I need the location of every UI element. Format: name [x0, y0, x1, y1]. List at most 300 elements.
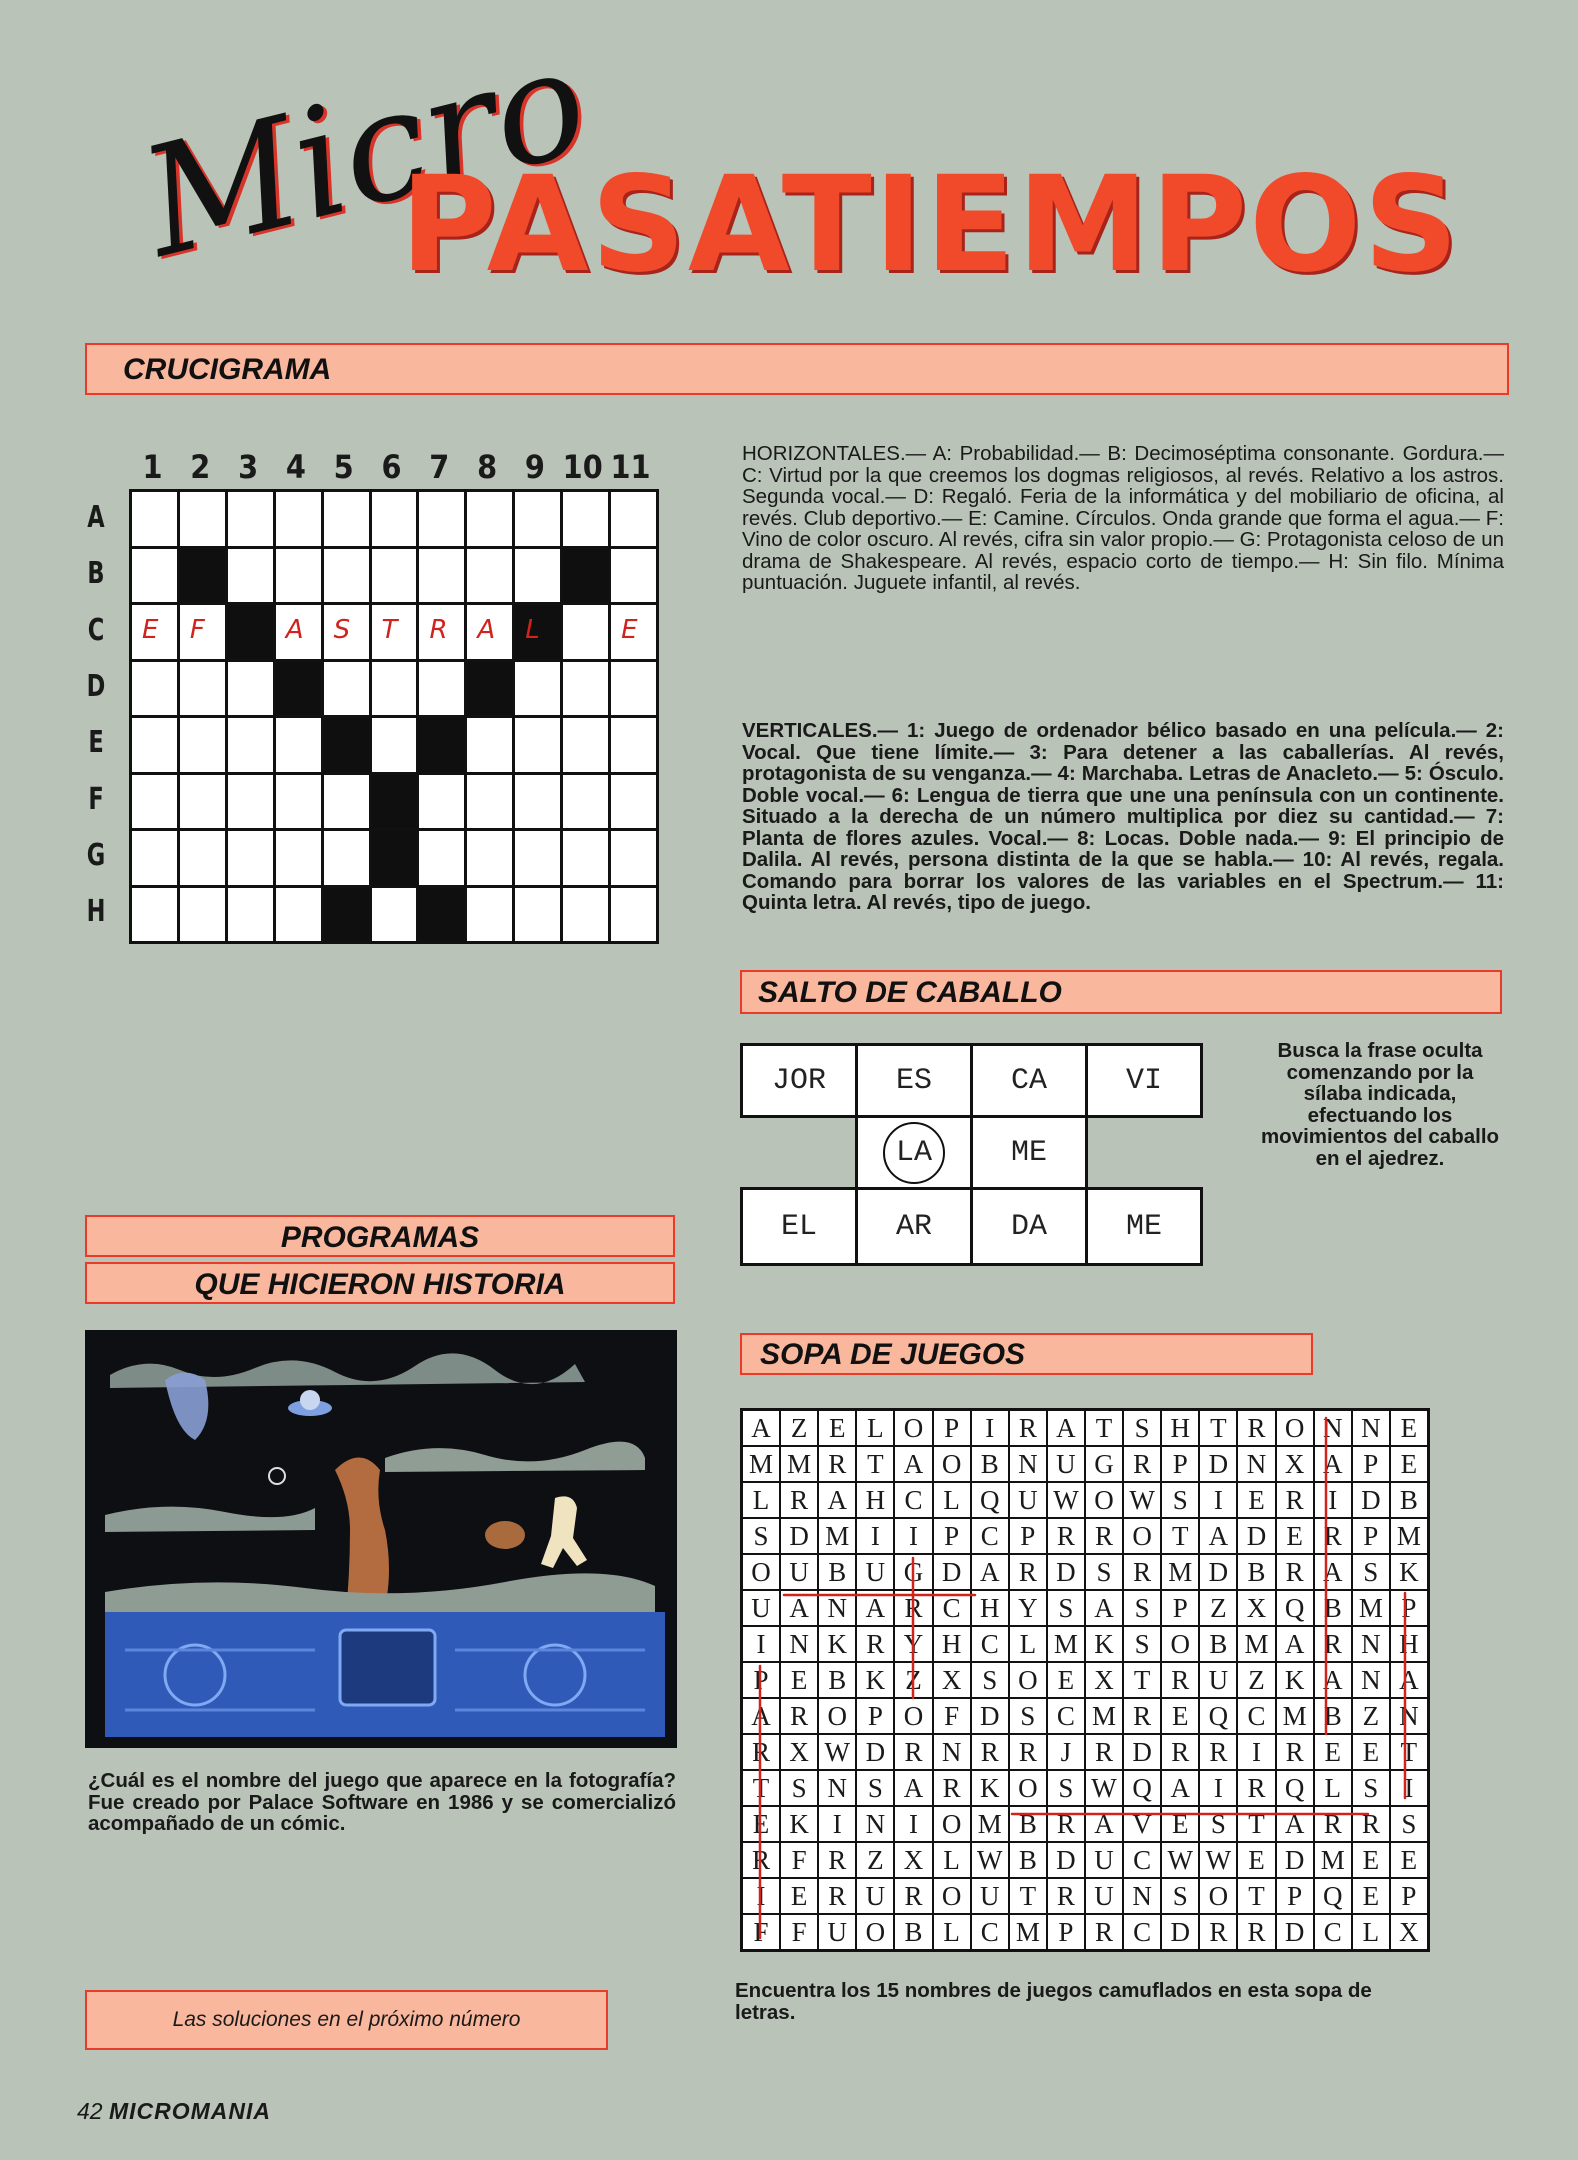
crossword-cell[interactable]	[611, 888, 656, 942]
word-search-letter[interactable]: P	[1048, 1915, 1084, 1949]
word-search-letter[interactable]: E	[781, 1879, 817, 1913]
word-search-letter[interactable]: W	[1086, 1771, 1122, 1805]
word-search-letter[interactable]: R	[1315, 1627, 1351, 1661]
word-search-letter[interactable]: A	[819, 1483, 855, 1517]
word-search-letter[interactable]: U	[1010, 1483, 1046, 1517]
word-search-letter[interactable]: C	[1048, 1699, 1084, 1733]
word-search-letter[interactable]: A	[743, 1699, 779, 1733]
word-search-letter[interactable]: D	[1048, 1555, 1084, 1589]
word-search-letter[interactable]: W	[1124, 1483, 1160, 1517]
word-search-letter[interactable]: R	[1315, 1807, 1351, 1841]
word-search-letter[interactable]: C	[972, 1519, 1008, 1553]
crossword-cell[interactable]	[515, 775, 560, 829]
word-search-letter[interactable]: U	[1200, 1663, 1236, 1697]
crossword-cell[interactable]	[228, 888, 273, 942]
crossword-cell[interactable]	[132, 888, 177, 942]
word-search-letter[interactable]: T	[1086, 1411, 1122, 1445]
word-search-letter[interactable]: R	[1162, 1735, 1198, 1769]
word-search-letter[interactable]: C	[972, 1915, 1008, 1949]
crossword-cell[interactable]	[276, 888, 321, 942]
crossword-cell[interactable]	[372, 888, 417, 942]
word-search-letter[interactable]: T	[743, 1771, 779, 1805]
word-search-letter[interactable]: T	[1238, 1807, 1274, 1841]
crossword-cell[interactable]	[515, 718, 560, 772]
word-search-letter[interactable]: I	[743, 1879, 779, 1913]
word-search-letter[interactable]: R	[1277, 1483, 1313, 1517]
crossword-cell[interactable]	[132, 605, 177, 659]
crossword-cell[interactable]	[611, 831, 656, 885]
word-search-letter[interactable]: A	[895, 1771, 931, 1805]
word-search-letter[interactable]: C	[895, 1483, 931, 1517]
word-search-letter[interactable]: C	[934, 1591, 970, 1625]
word-search-letter[interactable]: W	[1162, 1843, 1198, 1877]
word-search-letter[interactable]: M	[1238, 1627, 1274, 1661]
word-search-letter[interactable]: R	[1048, 1879, 1084, 1913]
word-search-letter[interactable]: P	[1353, 1519, 1389, 1553]
word-search-letter[interactable]: O	[1010, 1771, 1046, 1805]
crossword-cell[interactable]	[324, 775, 369, 829]
word-search-letter[interactable]: B	[1010, 1807, 1046, 1841]
word-search-letter[interactable]: T	[857, 1447, 893, 1481]
word-search-letter[interactable]: E	[1353, 1735, 1389, 1769]
word-search-letter[interactable]: A	[1277, 1627, 1313, 1661]
word-search-letter[interactable]: B	[1315, 1591, 1351, 1625]
word-search-letter[interactable]: C	[1124, 1915, 1160, 1949]
crossword-cell[interactable]	[324, 662, 369, 716]
word-search-letter[interactable]: E	[1315, 1735, 1351, 1769]
word-search-letter[interactable]: F	[781, 1843, 817, 1877]
word-search-letter[interactable]: R	[972, 1735, 1008, 1769]
crossword-cell[interactable]	[276, 718, 321, 772]
word-search-letter[interactable]: U	[819, 1915, 855, 1949]
crossword-cell[interactable]	[563, 605, 608, 659]
word-search-letter[interactable]: Q	[972, 1483, 1008, 1517]
word-search-letter[interactable]: R	[1315, 1519, 1351, 1553]
word-search-letter[interactable]: S	[1086, 1555, 1122, 1589]
crossword-cell[interactable]	[419, 605, 464, 659]
word-search-letter[interactable]: Q	[1277, 1771, 1313, 1805]
word-search-letter[interactable]: I	[819, 1807, 855, 1841]
word-search-letter[interactable]: A	[1391, 1663, 1427, 1697]
word-search-letter[interactable]: U	[743, 1591, 779, 1625]
word-search-letter[interactable]: M	[743, 1447, 779, 1481]
word-search-letter[interactable]: H	[934, 1627, 970, 1661]
word-search-letter[interactable]: D	[1238, 1519, 1274, 1553]
crossword-cell[interactable]	[180, 605, 225, 659]
word-search-letter[interactable]: Z	[1200, 1591, 1236, 1625]
word-search-letter[interactable]: Z	[781, 1411, 817, 1445]
word-search-letter[interactable]: X	[1238, 1591, 1274, 1625]
word-search-letter[interactable]: S	[781, 1771, 817, 1805]
word-search-letter[interactable]: S	[1200, 1807, 1236, 1841]
word-search-letter[interactable]: E	[1391, 1447, 1427, 1481]
crossword-cell[interactable]	[563, 718, 608, 772]
word-search-letter[interactable]: O	[1162, 1627, 1198, 1661]
crossword-cell[interactable]	[372, 662, 417, 716]
word-search-letter[interactable]: E	[1162, 1807, 1198, 1841]
crossword-cell[interactable]	[180, 831, 225, 885]
word-search-letter[interactable]: K	[857, 1663, 893, 1697]
crossword-cell[interactable]	[563, 492, 608, 546]
word-search-letter[interactable]: R	[1086, 1915, 1122, 1949]
word-search-letter[interactable]: D	[1124, 1735, 1160, 1769]
word-search-letter[interactable]: R	[1124, 1699, 1160, 1733]
crossword-cell[interactable]	[515, 888, 560, 942]
word-search-letter[interactable]: R	[1200, 1735, 1236, 1769]
word-search-letter[interactable]: M	[1048, 1627, 1084, 1661]
word-search-letter[interactable]: B	[819, 1555, 855, 1589]
word-search-letter[interactable]: I	[1315, 1483, 1351, 1517]
word-search-letter[interactable]: P	[934, 1519, 970, 1553]
word-search-letter[interactable]: M	[819, 1519, 855, 1553]
crossword-cell[interactable]	[419, 492, 464, 546]
word-search-letter[interactable]: S	[1162, 1879, 1198, 1913]
word-search-letter[interactable]: Q	[1277, 1591, 1313, 1625]
crossword-cell[interactable]	[228, 549, 273, 603]
word-search-letter[interactable]: U	[1048, 1447, 1084, 1481]
crossword-cell[interactable]	[467, 492, 512, 546]
word-search-letter[interactable]: A	[1048, 1411, 1084, 1445]
word-search-letter[interactable]: N	[781, 1627, 817, 1661]
word-search-letter[interactable]: K	[1391, 1555, 1427, 1589]
word-search-letter[interactable]: A	[1200, 1519, 1236, 1553]
word-search-letter[interactable]: B	[972, 1447, 1008, 1481]
word-search-letter[interactable]: B	[1315, 1699, 1351, 1733]
word-search-letter[interactable]: H	[1391, 1627, 1427, 1661]
crossword-cell[interactable]	[515, 831, 560, 885]
word-search-letter[interactable]: E	[819, 1411, 855, 1445]
crossword-cell[interactable]	[467, 831, 512, 885]
crossword-cell[interactable]	[372, 549, 417, 603]
crossword-cell[interactable]	[276, 549, 321, 603]
word-search-letter[interactable]: M	[1162, 1555, 1198, 1589]
word-search-letter[interactable]: T	[1124, 1663, 1160, 1697]
word-search-letter[interactable]: A	[1315, 1555, 1351, 1589]
word-search-letter[interactable]: B	[1010, 1843, 1046, 1877]
word-search-letter[interactable]: M	[1086, 1699, 1122, 1733]
word-search-letter[interactable]: Q	[1200, 1699, 1236, 1733]
word-search-letter[interactable]: D	[1200, 1447, 1236, 1481]
word-search-letter[interactable]: D	[1200, 1555, 1236, 1589]
word-search-letter[interactable]: S	[1124, 1591, 1160, 1625]
crossword-cell[interactable]	[372, 492, 417, 546]
word-search-letter[interactable]: P	[1353, 1447, 1389, 1481]
word-search-letter[interactable]: P	[1010, 1519, 1046, 1553]
word-search-letter[interactable]: X	[895, 1843, 931, 1877]
word-search-letter[interactable]: P	[743, 1663, 779, 1697]
word-search-letter[interactable]: I	[1200, 1483, 1236, 1517]
word-search-letter[interactable]: T	[1200, 1411, 1236, 1445]
word-search-letter[interactable]: U	[857, 1555, 893, 1589]
word-search-letter[interactable]: O	[1277, 1411, 1313, 1445]
word-search-letter[interactable]: N	[934, 1735, 970, 1769]
word-search-letter[interactable]: E	[1391, 1411, 1427, 1445]
word-search-letter[interactable]: O	[934, 1879, 970, 1913]
crossword-cell[interactable]	[611, 775, 656, 829]
word-search-letter[interactable]: V	[1124, 1807, 1160, 1841]
crossword-cell[interactable]	[276, 831, 321, 885]
crossword-cell[interactable]	[563, 775, 608, 829]
word-search-letter[interactable]: B	[819, 1663, 855, 1697]
word-search-letter[interactable]: S	[1391, 1807, 1427, 1841]
crossword-cell[interactable]	[132, 662, 177, 716]
word-search-letter[interactable]: R	[1124, 1555, 1160, 1589]
word-search-letter[interactable]: W	[972, 1843, 1008, 1877]
word-search-letter[interactable]: Y	[895, 1627, 931, 1661]
word-search-letter[interactable]: I	[972, 1411, 1008, 1445]
crossword-cell[interactable]	[228, 718, 273, 772]
crossword-cell[interactable]	[563, 662, 608, 716]
word-search-letter[interactable]: L	[934, 1843, 970, 1877]
crossword-cell[interactable]	[324, 492, 369, 546]
word-search-letter[interactable]: I	[1391, 1771, 1427, 1805]
crossword-cell[interactable]	[132, 492, 177, 546]
word-search-letter[interactable]: A	[895, 1447, 931, 1481]
word-search-letter[interactable]: R	[781, 1483, 817, 1517]
word-search-letter[interactable]: R	[743, 1735, 779, 1769]
word-search-letter[interactable]: D	[1353, 1483, 1389, 1517]
word-search-letter[interactable]: P	[857, 1699, 893, 1733]
word-search-letter[interactable]: L	[857, 1411, 893, 1445]
word-search-letter[interactable]: N	[1353, 1411, 1389, 1445]
word-search-letter[interactable]: R	[781, 1699, 817, 1733]
word-search-letter[interactable]: A	[1277, 1807, 1313, 1841]
word-search-letter[interactable]: W	[1048, 1483, 1084, 1517]
word-search-letter[interactable]: I	[895, 1519, 931, 1553]
word-search-letter[interactable]: S	[1353, 1771, 1389, 1805]
word-search-letter[interactable]: U	[972, 1879, 1008, 1913]
crossword-cell[interactable]	[372, 605, 417, 659]
word-search-letter[interactable]: L	[1010, 1627, 1046, 1661]
word-search-letter[interactable]: A	[1086, 1591, 1122, 1625]
word-search-letter[interactable]: F	[934, 1699, 970, 1733]
crossword-cell[interactable]	[132, 718, 177, 772]
crossword-cell[interactable]	[467, 549, 512, 603]
word-search-letter[interactable]: D	[1277, 1915, 1313, 1949]
word-search-letter[interactable]: Z	[895, 1663, 931, 1697]
word-search-letter[interactable]: N	[1010, 1447, 1046, 1481]
word-search-letter[interactable]: S	[1353, 1555, 1389, 1589]
word-search-letter[interactable]: S	[1048, 1591, 1084, 1625]
word-search-letter[interactable]: R	[1010, 1735, 1046, 1769]
word-search-letter[interactable]: O	[1010, 1663, 1046, 1697]
word-search-letter[interactable]: I	[857, 1519, 893, 1553]
word-search-letter[interactable]: D	[934, 1555, 970, 1589]
word-search-letter[interactable]: P	[1391, 1879, 1427, 1913]
crossword-cell[interactable]	[228, 492, 273, 546]
crossword-cell[interactable]	[611, 492, 656, 546]
word-search-letter[interactable]: R	[819, 1879, 855, 1913]
word-search-letter[interactable]: R	[1124, 1447, 1160, 1481]
word-search-letter[interactable]: K	[781, 1807, 817, 1841]
word-search-letter[interactable]: A	[1162, 1771, 1198, 1805]
word-search-letter[interactable]: M	[972, 1807, 1008, 1841]
word-search-letter[interactable]: R	[1238, 1411, 1274, 1445]
word-search-letter[interactable]: J	[1048, 1735, 1084, 1769]
word-search-letter[interactable]: A	[1315, 1663, 1351, 1697]
crossword-cell[interactable]	[515, 549, 560, 603]
crossword-cell[interactable]	[467, 775, 512, 829]
crossword-cell[interactable]	[372, 718, 417, 772]
word-search-letter[interactable]: L	[934, 1483, 970, 1517]
word-search-letter[interactable]: O	[857, 1915, 893, 1949]
word-search-letter[interactable]: E	[1353, 1843, 1389, 1877]
crossword-cell[interactable]	[467, 718, 512, 772]
crossword-cell[interactable]	[467, 605, 512, 659]
word-search-letter[interactable]: H	[972, 1591, 1008, 1625]
word-search-letter[interactable]: H	[857, 1483, 893, 1517]
word-search-letter[interactable]: N	[1238, 1447, 1274, 1481]
word-search-letter[interactable]: F	[781, 1915, 817, 1949]
crossword-cell[interactable]	[276, 492, 321, 546]
word-search-letter[interactable]: S	[743, 1519, 779, 1553]
crossword-cell[interactable]	[419, 831, 464, 885]
word-search-letter[interactable]: M	[1315, 1843, 1351, 1877]
word-search-letter[interactable]: O	[934, 1807, 970, 1841]
word-search-letter[interactable]: M	[1391, 1519, 1427, 1553]
word-search-letter[interactable]: R	[1048, 1519, 1084, 1553]
word-search-letter[interactable]: R	[1277, 1735, 1313, 1769]
word-search-letter[interactable]: R	[1010, 1555, 1046, 1589]
crossword-cell[interactable]	[180, 662, 225, 716]
word-search-letter[interactable]: Y	[1010, 1591, 1046, 1625]
crossword-cell[interactable]	[611, 605, 656, 659]
word-search-letter[interactable]: L	[934, 1915, 970, 1949]
word-search-letter[interactable]: D	[781, 1519, 817, 1553]
word-search-letter[interactable]: O	[1200, 1879, 1236, 1913]
word-search-letter[interactable]: N	[1353, 1663, 1389, 1697]
word-search-letter[interactable]: X	[1086, 1663, 1122, 1697]
word-search-letter[interactable]: X	[1277, 1447, 1313, 1481]
word-search-letter[interactable]: S	[1010, 1699, 1046, 1733]
word-search-letter[interactable]: S	[1124, 1627, 1160, 1661]
word-search-letter[interactable]: P	[1162, 1447, 1198, 1481]
word-search-letter[interactable]: E	[1048, 1663, 1084, 1697]
word-search-letter[interactable]: X	[781, 1735, 817, 1769]
word-search-letter[interactable]: R	[1162, 1663, 1198, 1697]
word-search-letter[interactable]: G	[895, 1555, 931, 1589]
word-search-letter[interactable]: N	[1124, 1879, 1160, 1913]
crossword-cell[interactable]	[611, 549, 656, 603]
word-search-letter[interactable]: E	[1238, 1483, 1274, 1517]
crossword-cell[interactable]	[611, 718, 656, 772]
word-search-letter[interactable]: I	[743, 1627, 779, 1661]
word-search-letter[interactable]: E	[1162, 1699, 1198, 1733]
word-search-letter[interactable]: K	[1086, 1627, 1122, 1661]
word-search-letter[interactable]: R	[819, 1843, 855, 1877]
crossword-cell[interactable]	[467, 888, 512, 942]
word-search-letter[interactable]: S	[857, 1771, 893, 1805]
word-search-letter[interactable]: W	[819, 1735, 855, 1769]
word-search-letter[interactable]: M	[781, 1447, 817, 1481]
word-search-letter[interactable]: B	[895, 1915, 931, 1949]
word-search-letter[interactable]: D	[857, 1735, 893, 1769]
word-search-letter[interactable]: K	[972, 1771, 1008, 1805]
word-search-letter[interactable]: L	[1353, 1915, 1389, 1949]
word-search-letter[interactable]: U	[857, 1879, 893, 1913]
word-search-letter[interactable]: P	[1162, 1591, 1198, 1625]
word-search-letter[interactable]: R	[895, 1735, 931, 1769]
word-search-letter[interactable]: E	[1277, 1519, 1313, 1553]
word-search-letter[interactable]: Q	[1315, 1879, 1351, 1913]
word-search-letter[interactable]: E	[1238, 1843, 1274, 1877]
word-search-letter[interactable]: R	[895, 1591, 931, 1625]
word-search-letter[interactable]: R	[1086, 1519, 1122, 1553]
word-search-letter[interactable]: F	[743, 1915, 779, 1949]
word-search-letter[interactable]: C	[972, 1627, 1008, 1661]
word-search-letter[interactable]: I	[895, 1807, 931, 1841]
word-search-letter[interactable]: M	[1353, 1591, 1389, 1625]
word-search-letter[interactable]: A	[781, 1591, 817, 1625]
word-search-letter[interactable]: W	[1200, 1843, 1236, 1877]
word-search-letter[interactable]: C	[1238, 1699, 1274, 1733]
word-search-letter[interactable]: S	[1124, 1411, 1160, 1445]
word-search-letter[interactable]: Q	[1124, 1771, 1160, 1805]
word-search-letter[interactable]: E	[781, 1663, 817, 1697]
crossword-cell[interactable]	[563, 831, 608, 885]
word-search-letter[interactable]: X	[934, 1663, 970, 1697]
word-search-letter[interactable]: O	[934, 1447, 970, 1481]
word-search-letter[interactable]: X	[1391, 1915, 1427, 1949]
word-search-letter[interactable]: T	[1162, 1519, 1198, 1553]
crossword-cell[interactable]	[276, 775, 321, 829]
word-search-letter[interactable]: A	[857, 1591, 893, 1625]
word-search-letter[interactable]: N	[1353, 1627, 1389, 1661]
crossword-cell[interactable]	[180, 775, 225, 829]
word-search-letter[interactable]: S	[1048, 1771, 1084, 1805]
word-search-letter[interactable]: E	[1353, 1879, 1389, 1913]
crossword-cell[interactable]	[324, 549, 369, 603]
crossword-cell[interactable]	[324, 605, 369, 659]
crossword-cell[interactable]	[563, 888, 608, 942]
word-search-letter[interactable]: R	[895, 1879, 931, 1913]
crossword-cell[interactable]	[515, 492, 560, 546]
word-search-letter[interactable]: U	[1086, 1843, 1122, 1877]
word-search-letter[interactable]: P	[1277, 1879, 1313, 1913]
word-search-letter[interactable]: R	[857, 1627, 893, 1661]
word-search-letter[interactable]: R	[934, 1771, 970, 1805]
crossword-cell[interactable]	[611, 662, 656, 716]
word-search-letter[interactable]: K	[1277, 1663, 1313, 1697]
word-search-letter[interactable]: D	[1162, 1915, 1198, 1949]
word-search-letter[interactable]: L	[1315, 1771, 1351, 1805]
crossword-cell[interactable]	[419, 775, 464, 829]
crossword-cell[interactable]	[324, 831, 369, 885]
word-search-letter[interactable]: P	[934, 1411, 970, 1445]
word-search-letter[interactable]: Z	[857, 1843, 893, 1877]
crossword-cell[interactable]	[180, 888, 225, 942]
word-search-letter[interactable]: O	[743, 1555, 779, 1589]
word-search-letter[interactable]: A	[743, 1411, 779, 1445]
word-search-letter[interactable]: T	[1238, 1879, 1274, 1913]
word-search-letter[interactable]: R	[1048, 1807, 1084, 1841]
crossword-cell[interactable]	[132, 549, 177, 603]
word-search-letter[interactable]: Z	[1238, 1663, 1274, 1697]
word-search-letter[interactable]: N	[819, 1591, 855, 1625]
word-search-letter[interactable]: P	[1391, 1591, 1427, 1625]
word-search-letter[interactable]: A	[972, 1555, 1008, 1589]
crossword-cell[interactable]	[515, 662, 560, 716]
word-search-letter[interactable]: R	[743, 1843, 779, 1877]
crossword-cell[interactable]	[132, 831, 177, 885]
crossword-cell[interactable]	[228, 662, 273, 716]
word-search-letter[interactable]: I	[1200, 1771, 1236, 1805]
crossword-cell[interactable]	[228, 831, 273, 885]
word-search-letter[interactable]: U	[1086, 1879, 1122, 1913]
crossword-cell[interactable]	[132, 775, 177, 829]
word-search-letter[interactable]: D	[1277, 1843, 1313, 1877]
word-search-letter[interactable]: A	[1086, 1807, 1122, 1841]
